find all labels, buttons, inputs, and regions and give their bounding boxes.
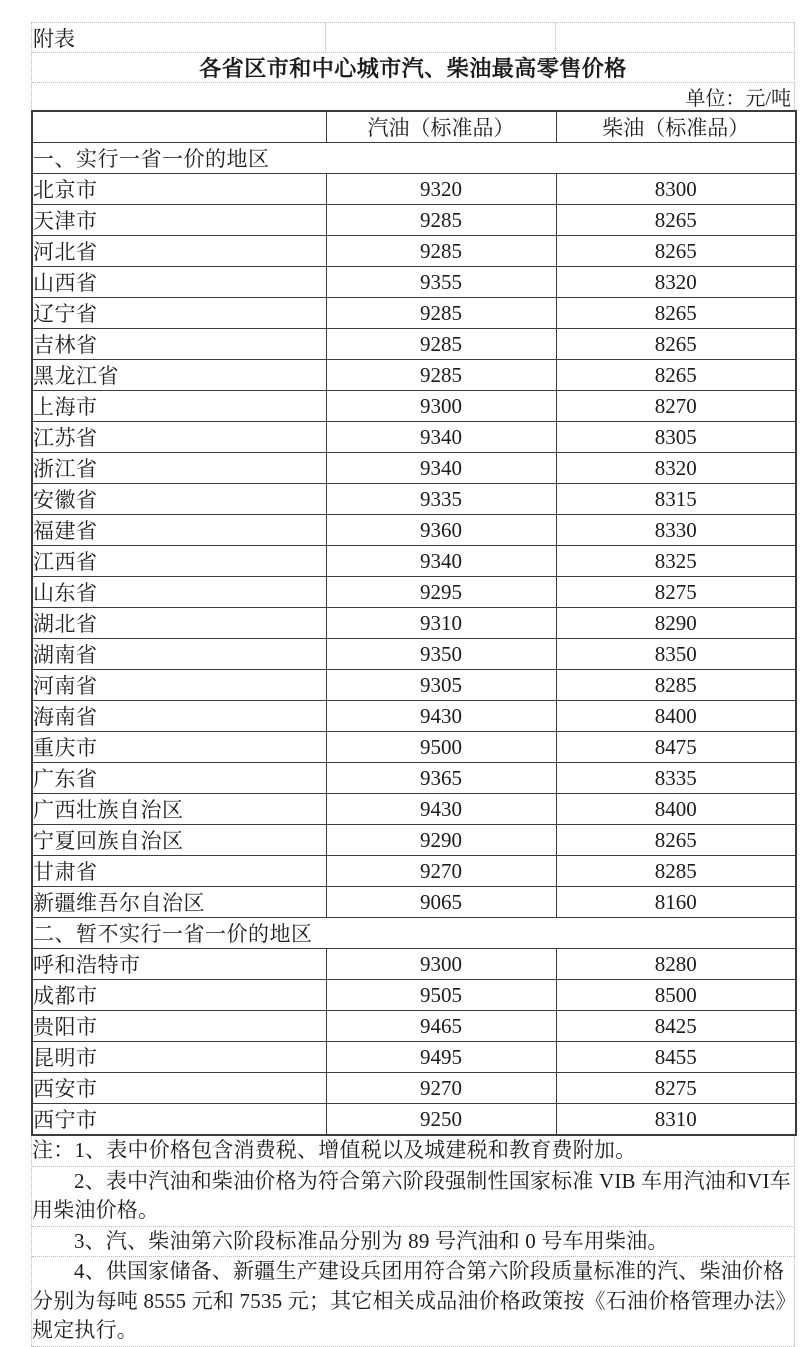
diesel-price: 8290: [556, 608, 796, 639]
table-header-row: [32, 111, 796, 143]
gasoline-price: 9285: [326, 298, 556, 329]
diesel-price: 8275: [556, 1073, 796, 1104]
region-name: 广西壮族自治区: [32, 794, 326, 825]
diesel-price: 8265: [556, 205, 796, 236]
region-name: 山东省: [32, 577, 326, 608]
diesel-price: 8280: [556, 949, 796, 980]
gasoline-price: 9430: [326, 701, 556, 732]
diesel-price: 8400: [556, 794, 796, 825]
gasoline-price: 9270: [326, 1073, 556, 1104]
diesel-price: 8265: [556, 298, 796, 329]
gasoline-price: 9290: [326, 825, 556, 856]
table-row: [32, 980, 796, 1011]
table-row: [32, 546, 796, 577]
gasoline-price: 9285: [326, 205, 556, 236]
table-row: [32, 608, 796, 639]
region-name: 昆明市: [32, 1042, 326, 1073]
gasoline-price: 9340: [326, 453, 556, 484]
gasoline-price: 9495: [326, 1042, 556, 1073]
table-row: [32, 639, 796, 670]
gasoline-price: 9285: [326, 360, 556, 391]
gasoline-price: 9300: [326, 949, 556, 980]
diesel-price: 8265: [556, 825, 796, 856]
gasoline-price: 9250: [326, 1104, 556, 1136]
unit-row: [32, 83, 794, 110]
gasoline-price: 9465: [326, 1011, 556, 1042]
gasoline-price: 9295: [326, 577, 556, 608]
table-row: [32, 670, 796, 701]
diesel-price: 8350: [556, 639, 796, 670]
region-name: 河南省: [32, 670, 326, 701]
diesel-price: 8400: [556, 701, 796, 732]
table-row: [32, 453, 796, 484]
table-row: [32, 701, 796, 732]
region-name: 江苏省: [32, 422, 326, 453]
gasoline-price: 9065: [326, 887, 556, 918]
table-row: [32, 732, 796, 763]
diesel-price: 8455: [556, 1042, 796, 1073]
table-row: [32, 515, 796, 546]
region-name: 辽宁省: [32, 298, 326, 329]
section-header-row: [32, 143, 796, 174]
fuel-price-table: [31, 110, 797, 1136]
gasoline-price: 9310: [326, 608, 556, 639]
note-3: 3、汽、柴油第六阶段标准品分别为 89 号汽油和 0 号车用柴油。: [32, 1227, 794, 1258]
diesel-price: 8265: [556, 360, 796, 391]
document-header: [31, 22, 795, 110]
section-header: 一、实行一省一价的地区: [32, 143, 796, 174]
table-row: [32, 484, 796, 515]
diesel-price: 8310: [556, 1104, 796, 1136]
region-name: 河北省: [32, 236, 326, 267]
gasoline-price: 9430: [326, 794, 556, 825]
diesel-price: 8305: [556, 422, 796, 453]
column-header-region: [32, 111, 326, 143]
diesel-price: 8320: [556, 267, 796, 298]
diesel-price: 8265: [556, 236, 796, 267]
region-name: 浙江省: [32, 453, 326, 484]
note-1: 注：1、表中价格包含消费税、增值税以及城建税和教育费附加。: [32, 1136, 794, 1167]
table-row: [32, 887, 796, 918]
title-row: [32, 53, 794, 83]
region-name: 山西省: [32, 267, 326, 298]
diesel-price: 8270: [556, 391, 796, 422]
annex-label: 附表: [33, 27, 75, 51]
region-name: 甘肃省: [32, 856, 326, 887]
region-name: 西安市: [32, 1073, 326, 1104]
table-row: [32, 1011, 796, 1042]
gasoline-price: 9300: [326, 391, 556, 422]
annex-cell-empty: [555, 23, 794, 53]
region-name: 广东省: [32, 763, 326, 794]
notes-section: [31, 1136, 795, 1347]
table-row: [32, 360, 796, 391]
region-name: 成都市: [32, 980, 326, 1011]
region-name: 上海市: [32, 391, 326, 422]
table-row: [32, 577, 796, 608]
table-row: [32, 298, 796, 329]
region-name: 安徽省: [32, 484, 326, 515]
section-header: 二、暂不实行一省一价的地区: [32, 918, 796, 949]
diesel-price: 8335: [556, 763, 796, 794]
region-name: 新疆维吾尔自治区: [32, 887, 326, 918]
table-row: [32, 794, 796, 825]
gasoline-price: 9350: [326, 639, 556, 670]
gasoline-price: 9500: [326, 732, 556, 763]
annex-row: [32, 23, 794, 53]
table-row: [32, 205, 796, 236]
region-name: 海南省: [32, 701, 326, 732]
diesel-price: 8320: [556, 453, 796, 484]
region-name: 吉林省: [32, 329, 326, 360]
diesel-price: 8160: [556, 887, 796, 918]
table-row: [32, 391, 796, 422]
region-name: 西宁市: [32, 1104, 326, 1136]
table-row: [32, 949, 796, 980]
gasoline-price: 9340: [326, 422, 556, 453]
diesel-price: 8475: [556, 732, 796, 763]
region-name: 贵阳市: [32, 1011, 326, 1042]
gasoline-price: 9320: [326, 174, 556, 205]
table-row: [32, 856, 796, 887]
page-title: 各省区市和中心城市汽、柴油最高零售价格: [199, 56, 627, 81]
diesel-price: 8500: [556, 980, 796, 1011]
gasoline-price: 9335: [326, 484, 556, 515]
region-name: 湖南省: [32, 639, 326, 670]
table-row: [32, 236, 796, 267]
table-row: [32, 763, 796, 794]
unit-label: 单位：元/吨: [685, 88, 791, 110]
diesel-price: 8275: [556, 577, 796, 608]
gasoline-price: 9365: [326, 763, 556, 794]
region-name: 江西省: [32, 546, 326, 577]
note-4: 4、供国家储备、新疆生产建设兵团用符合第六阶段质量标准的汽、柴油价格分别为每吨 8555 元和 7535 元；其它相关成品油价格政策按《石油价格管理办法》规定执行。: [32, 1257, 794, 1347]
gasoline-price: 9285: [326, 329, 556, 360]
diesel-price: 8285: [556, 856, 796, 887]
diesel-price: 8325: [556, 546, 796, 577]
gasoline-price: 9305: [326, 670, 556, 701]
section-header-row: [32, 918, 796, 949]
region-name: 福建省: [32, 515, 326, 546]
gasoline-price: 9340: [326, 546, 556, 577]
region-name: 天津市: [32, 205, 326, 236]
region-name: 重庆市: [32, 732, 326, 763]
gasoline-price: 9355: [326, 267, 556, 298]
table-row: [32, 1073, 796, 1104]
table-row: [32, 329, 796, 360]
region-name: 呼和浩特市: [32, 949, 326, 980]
table-row: [32, 174, 796, 205]
table-row: [32, 825, 796, 856]
table-row: [32, 1042, 796, 1073]
diesel-price: 8285: [556, 670, 796, 701]
diesel-price: 8265: [556, 329, 796, 360]
region-name: 宁夏回族自治区: [32, 825, 326, 856]
table-row: [32, 267, 796, 298]
gasoline-price: 9270: [326, 856, 556, 887]
table-row: [32, 422, 796, 453]
gasoline-price: 9285: [326, 236, 556, 267]
annex-cell-empty: [325, 23, 555, 53]
region-name: 北京市: [32, 174, 326, 205]
diesel-price: 8330: [556, 515, 796, 546]
table-row: [32, 1104, 796, 1136]
diesel-price: 8300: [556, 174, 796, 205]
annex-cell: [32, 23, 325, 53]
region-name: 湖北省: [32, 608, 326, 639]
diesel-price: 8315: [556, 484, 796, 515]
gasoline-price: 9360: [326, 515, 556, 546]
diesel-price: 8425: [556, 1011, 796, 1042]
gasoline-price: 9505: [326, 980, 556, 1011]
region-name: 黑龙江省: [32, 360, 326, 391]
column-header-gasoline: 汽油（标准品）: [326, 111, 556, 143]
column-header-diesel: 柴油（标准品）: [556, 111, 796, 143]
note-2: 2、表中汽油和柴油价格为符合第六阶段强制性国家标准 VIB 车用汽油和VI车用柴油价格。: [32, 1167, 794, 1227]
